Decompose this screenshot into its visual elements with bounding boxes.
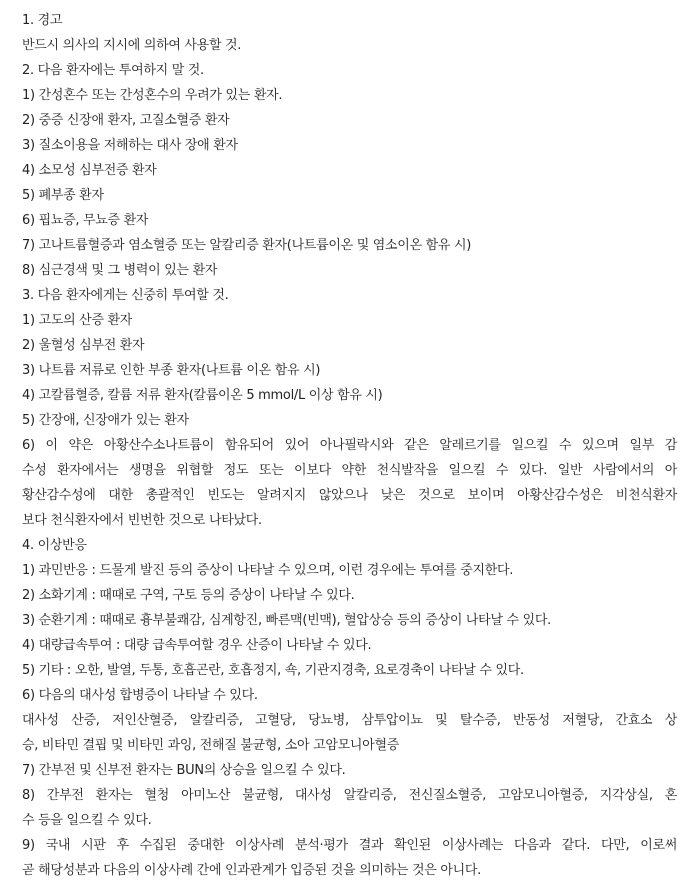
text-line: 4) 대량급속투여 : 대량 급속투여할 경우 산증이 나타날 수 있다. — [22, 638, 372, 653]
text-line: 6) 핍뇨증, 무뇨증 환자 — [22, 213, 149, 228]
text-line: 6) 이 약은 아황산수소나트륨이 함유되어 있어 아나필락시와 같은 알레르기를 일으킬 수 있으며 일부 감 — [22, 438, 677, 453]
text-line: 5) 간장애, 신장애가 있는 환자 — [22, 413, 189, 428]
text-line: 9) 국내 시판 후 수집된 중대한 이상사례 분석·평가 결과 확인된 이상사례는 다음과 같다. 다만, 이로써 — [22, 838, 677, 853]
text-line: 7) 간부전 및 신부전 환자는 BUN의 상승을 일으킬 수 있다. — [22, 763, 346, 778]
text-line: 수 등을 일으킬 수 있다. — [22, 813, 152, 828]
text-line: 2. 다음 환자에는 투여하지 말 것. — [22, 63, 204, 78]
text-line: 5) 폐부종 환자 — [22, 188, 104, 203]
text-line: 반드시 의사의 지시에 의하여 사용할 것. — [22, 38, 242, 53]
text-line: 4) 소모성 심부전증 환자 — [22, 163, 157, 178]
text-line: 7) 고나트륨혈증과 염소혈증 또는 알칼리증 환자(나트륨이온 및 염소이온 함유 시) — [22, 238, 472, 253]
text-line: 3. 다음 환자에게는 신중히 투여할 것. — [22, 288, 229, 303]
text-line: 6) 다음의 대사성 합병증이 나타날 수 있다. — [22, 688, 258, 703]
text-line: 대사성 산증, 저인산혈증, 알칼리증, 고혈당, 당뇨병, 삼투압이뇨 및 탈수증, 반동성 저혈당, 간효소 상 — [22, 713, 677, 728]
text-line: 2) 울혈성 심부전 환자 — [22, 338, 145, 353]
text-line: 1. 경고 — [22, 13, 63, 28]
text-line: 황산감수성에 대한 총괄적인 빈도는 알려지지 않았으나 낮은 것으로 보이며 아황산감수성은 비천식환자 — [22, 488, 677, 503]
text-line: 3) 순환기계 : 때때로 흉부불쾌감, 심계항진, 빠른맥(빈맥), 혈압상승 등의 증상이 나타날 수 있다. — [22, 613, 551, 628]
text-line: 1) 고도의 산증 환자 — [22, 313, 133, 328]
text-line: 4) 고칼륨혈증, 칼륨 저류 환자(칼륨이온 5 mmol/L 이상 함유 시) — [22, 388, 383, 403]
text-line: 8) 심근경색 및 그 병력이 있는 환자 — [22, 263, 218, 278]
text-line: 4. 이상반응 — [22, 538, 87, 553]
text-line: 3) 나트륨 저류로 인한 부종 환자(나트륨 이온 함유 시) — [22, 363, 321, 378]
text-line: 2) 중증 신장애 환자, 고질소혈증 환자 — [22, 113, 230, 128]
text-line: 승, 비타민 결핍 및 비타민 과잉, 전해질 불균형, 소아 고암모니아혈증 — [22, 738, 399, 753]
text-line: 5) 기타 : 오한, 발열, 두통, 호흡곤란, 호흡정지, 쇽, 기관지경축, 요로경축이 나타날 수 있다. — [22, 663, 524, 678]
text-line: 1) 간성혼수 또는 간성혼수의 우려가 있는 환자. — [22, 88, 283, 103]
text-line: 수성 환자에서는 생명을 위협할 정도 또는 이보다 약한 천식발작을 일으킬 수 있다. 일반 사람에서의 아 — [22, 463, 677, 478]
text-line: 1) 과민반응 : 드물게 발진 등의 증상이 나타날 수 있으며, 이런 경우에는 투여를 중지한다. — [22, 563, 514, 578]
text-line: 보다 천식환자에서 빈번한 것으로 나타났다. — [22, 513, 262, 528]
text-line: 8) 간부전 환자는 혈청 아미노산 불균형, 대사성 알칼리증, 전신질소혈증, 고암모니아혈증, 지각상실, 혼 — [22, 788, 677, 803]
text-line: 곧 해당성분과 다음의 이상사례 간에 인과관계가 입증된 것을 의미하는 것은 아니다. — [22, 863, 481, 878]
text-line: 3) 질소이용을 저해하는 대사 장애 환자 — [22, 138, 238, 153]
text-line: 2) 소화기계 : 때때로 구역, 구토 등의 증상이 나타날 수 있다. — [22, 588, 355, 603]
